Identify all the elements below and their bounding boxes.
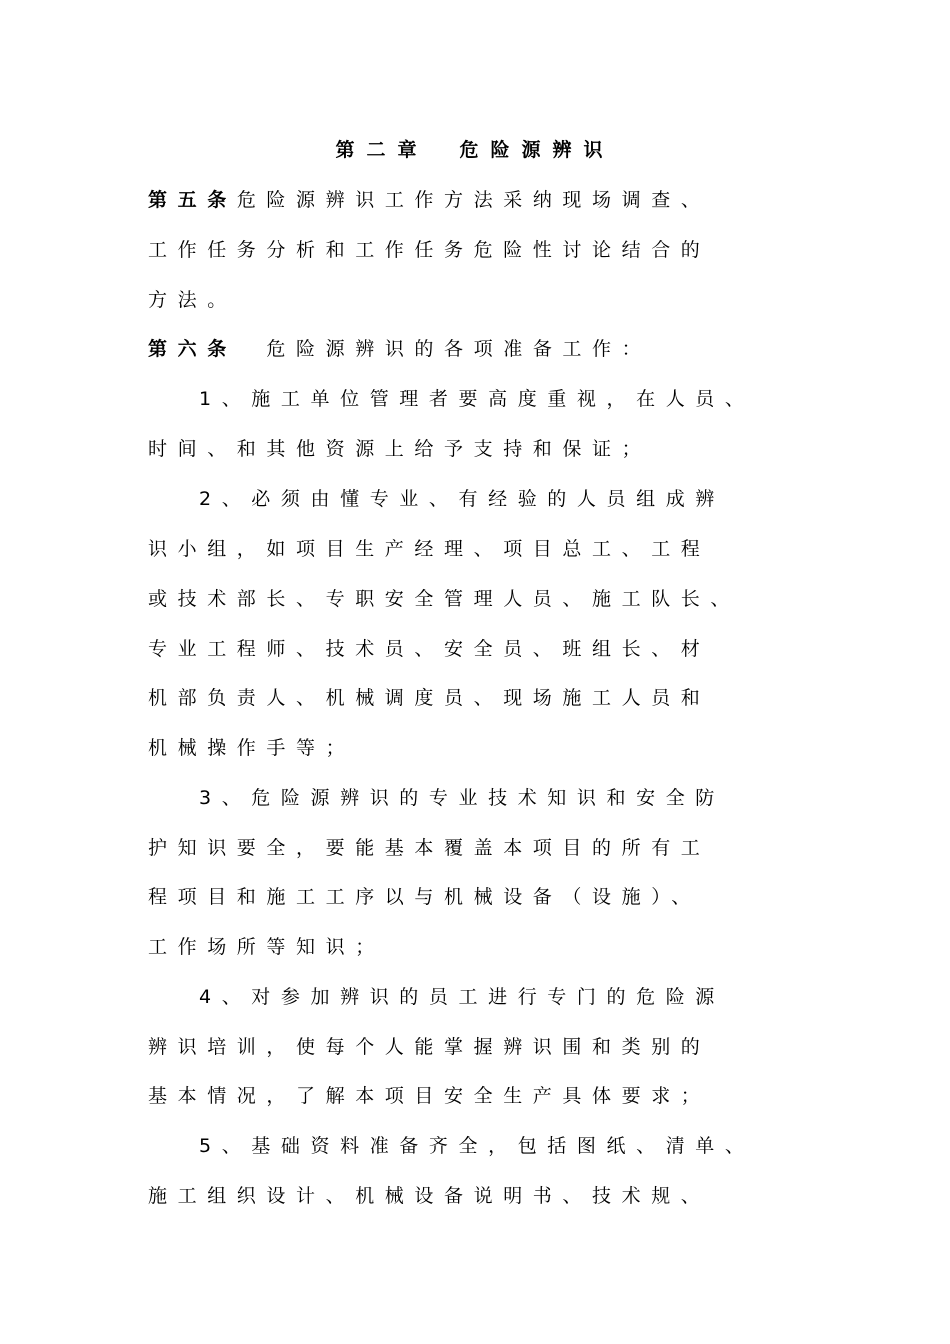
item-2-line-3: 或技术部长、专职安全管理人员、施工队长、 xyxy=(148,588,741,610)
article-6-label: 第六条 xyxy=(148,338,237,360)
item-2-line-6: 机械操作手等； xyxy=(148,737,356,759)
item-4-line-2: 辨识培训，使每个人能掌握辨识围和类别的 xyxy=(148,1036,711,1058)
item-3-line-2: 护知识要全，要能基本覆盖本项目的所有工 xyxy=(148,837,711,859)
article-6-heading: 危险源辨识的各项准备工作： xyxy=(236,338,652,360)
item-2-line-4: 专业工程师、技术员、安全员、班组长、材 xyxy=(148,638,711,660)
item-4-line-3: 基本情况，了解本项目安全生产具体要求； xyxy=(148,1085,711,1107)
item-1-line-1: 1、施工单位管理者要高度重视，在人员、 xyxy=(199,388,755,410)
article-5-text-1: 危险源辨识工作方法采纳现场调查、 xyxy=(236,189,711,211)
article-5-line-2: 工作任务分析和工作任务危险性讨论结合的 xyxy=(148,239,711,261)
chapter-title: 第二章 危险源辨识 xyxy=(335,139,615,161)
item-1-line-2: 时间、和其他资源上给予支持和保证； xyxy=(148,438,652,460)
item-3-line-4: 工作场所等知识； xyxy=(148,936,385,958)
article-5-line-3: 方法。 xyxy=(148,289,237,311)
item-3-line-1: 3、危险源辨识的专业技术知识和安全防 xyxy=(199,787,725,809)
article-6-line xyxy=(148,334,950,364)
item-2-line-5: 机部负责人、机械调度员、现场施工人员和 xyxy=(148,687,711,709)
article-5-label: 第五条 xyxy=(148,189,237,211)
article-5-line-1 xyxy=(148,185,950,215)
item-4-line-1: 4、对参加辨识的员工进行专门的危险源 xyxy=(199,986,725,1008)
item-5-line-1: 5、基础资料准备齐全，包括图纸、清单、 xyxy=(199,1135,755,1157)
item-2-line-1: 2、必须由懂专业、有经验的人员组成辨 xyxy=(199,488,725,510)
item-5-line-2: 施工组织设计、机械设备说明书、技术规、 xyxy=(148,1185,711,1207)
item-2-line-2: 识小组，如项目生产经理、项目总工、工程 xyxy=(148,538,711,560)
item-3-line-3: 程项目和施工工序以与机械设备（设施）、 xyxy=(148,886,701,908)
